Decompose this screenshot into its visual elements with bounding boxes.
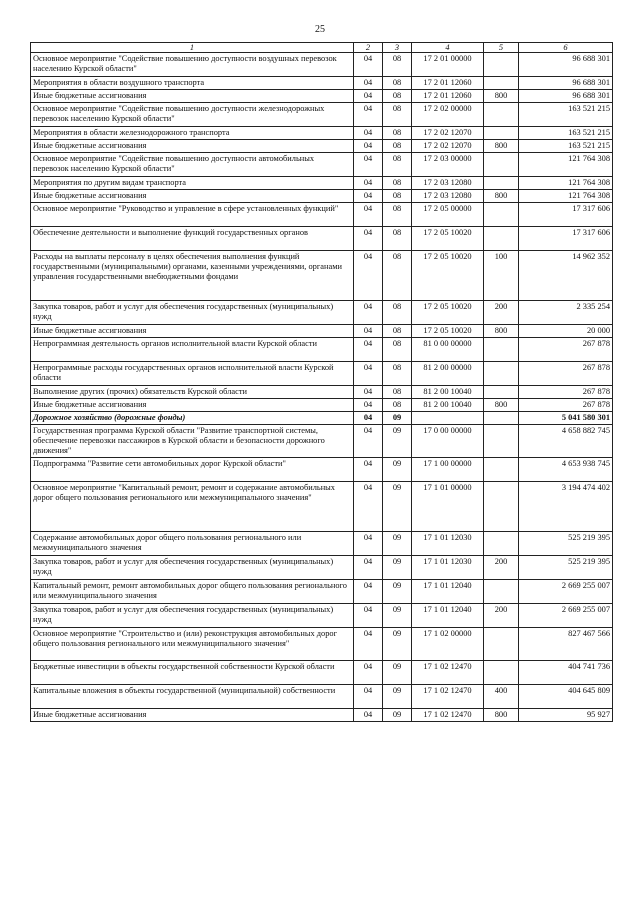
- table-row: [31, 103, 613, 127]
- row-section: 04: [354, 90, 383, 103]
- row-expense-type: [484, 177, 519, 190]
- row-target-article: 17 0 00 00000: [412, 425, 484, 458]
- table-row: [31, 386, 613, 399]
- row-name: Капитальные вложения в объекты государственной (муниципальной) собственности: [31, 685, 354, 709]
- row-name: Основное мероприятие "Содействие повышению доступности железнодорожных перевозок населению Курской области": [31, 103, 354, 127]
- row-subsection: 08: [383, 190, 412, 203]
- row-section: 04: [354, 399, 383, 412]
- row-expense-type: [484, 153, 519, 177]
- row-amount: 17 317 606: [519, 203, 613, 227]
- row-name: Расходы на выплаты персоналу в целях обеспечения выполнения функций государственными (муниципальными) органами, казенными учреждениями, органами управления государственными внебюджетными фондами: [31, 251, 354, 301]
- row-name: Основное мероприятие "Капитальный ремонт, ремонт и содержание автомобильных дорог общего пользования регионального или межмуниципального значения": [31, 482, 354, 532]
- row-subsection: 09: [383, 604, 412, 628]
- header-col-4: 4: [412, 43, 484, 53]
- row-expense-type: [484, 425, 519, 458]
- table-row: [31, 482, 613, 532]
- row-name: Государственная программа Курской области "Развитие транспортной системы, обеспечение перевозки пассажиров в Курской области и безопасности дорожного движения": [31, 425, 354, 458]
- row-expense-type: 800: [484, 399, 519, 412]
- row-name: Закупка товаров, работ и услуг для обеспечения государственных (муниципальных) нужд: [31, 604, 354, 628]
- row-name: Иные бюджетные ассигнования: [31, 140, 354, 153]
- row-section: 04: [354, 386, 383, 399]
- table-row: [31, 301, 613, 325]
- row-expense-type: [484, 386, 519, 399]
- table-row: [31, 399, 613, 412]
- row-name: Иные бюджетные ассигнования: [31, 709, 354, 722]
- row-target-article: 17 2 05 10020: [412, 227, 484, 251]
- row-target-article: 17 1 02 12470: [412, 685, 484, 709]
- row-amount: 4 653 938 745: [519, 458, 613, 482]
- row-target-article: 17 1 02 12470: [412, 661, 484, 685]
- row-target-article: 17 2 01 12060: [412, 90, 484, 103]
- row-amount: 17 317 606: [519, 227, 613, 251]
- row-subsection: 08: [383, 203, 412, 227]
- row-expense-type: [484, 482, 519, 532]
- row-subsection: 08: [383, 386, 412, 399]
- table-row: [31, 709, 613, 722]
- row-target-article: 17 2 01 12060: [412, 77, 484, 90]
- row-section: 04: [354, 127, 383, 140]
- row-amount: 267 878: [519, 338, 613, 362]
- row-expense-type: 200: [484, 556, 519, 580]
- row-section: 04: [354, 661, 383, 685]
- row-amount: 2 669 255 007: [519, 604, 613, 628]
- row-expense-type: [484, 532, 519, 556]
- row-subsection: 09: [383, 709, 412, 722]
- row-expense-type: 800: [484, 709, 519, 722]
- row-target-article: 17 2 02 12070: [412, 140, 484, 153]
- row-name: Закупка товаров, работ и услуг для обеспечения государственных (муниципальных) нужд: [31, 556, 354, 580]
- row-target-article: 17 1 01 12040: [412, 580, 484, 604]
- table-row: [31, 338, 613, 362]
- row-amount: 267 878: [519, 362, 613, 386]
- row-amount: 525 219 395: [519, 532, 613, 556]
- row-amount: 827 467 566: [519, 628, 613, 661]
- table-row: [31, 425, 613, 458]
- table-row: [31, 53, 613, 77]
- row-name: Иные бюджетные ассигнования: [31, 325, 354, 338]
- row-subsection: 08: [383, 325, 412, 338]
- row-expense-type: [484, 103, 519, 127]
- row-section: 04: [354, 458, 383, 482]
- header-col-3: 3: [383, 43, 412, 53]
- row-target-article: 17 2 05 10020: [412, 251, 484, 301]
- row-subsection: 09: [383, 628, 412, 661]
- row-subsection: 08: [383, 251, 412, 301]
- row-name: Основное мероприятие "Строительство и (или) реконструкция автомобильных дорог общего пользования регионального или межмуниципального значения": [31, 628, 354, 661]
- row-section: 04: [354, 153, 383, 177]
- row-subsection: 08: [383, 153, 412, 177]
- row-name: Иные бюджетные ассигнования: [31, 399, 354, 412]
- row-name: Выполнение других (прочих) обязательств Курской области: [31, 386, 354, 399]
- row-amount: 163 521 215: [519, 103, 613, 127]
- table-row: [31, 661, 613, 685]
- header-col-5: 5: [484, 43, 519, 53]
- row-target-article: 17 2 05 10020: [412, 325, 484, 338]
- table-row: [31, 127, 613, 140]
- table-row: [31, 685, 613, 709]
- row-section: 04: [354, 140, 383, 153]
- row-amount: 267 878: [519, 399, 613, 412]
- row-section: 04: [354, 482, 383, 532]
- row-subsection: 08: [383, 362, 412, 386]
- row-name: Дорожное хозяйство (дорожные фонды): [31, 412, 354, 425]
- row-target-article: 17 2 03 12080: [412, 177, 484, 190]
- row-subsection: 08: [383, 177, 412, 190]
- table-row: [31, 227, 613, 251]
- row-subsection: 09: [383, 685, 412, 709]
- row-amount: 2 669 255 007: [519, 580, 613, 604]
- row-amount: 96 688 301: [519, 90, 613, 103]
- table-row: [31, 77, 613, 90]
- row-subsection: 08: [383, 140, 412, 153]
- row-expense-type: [484, 362, 519, 386]
- row-section: 04: [354, 190, 383, 203]
- row-name: Мероприятия в области воздушного транспорта: [31, 77, 354, 90]
- table-row: [31, 153, 613, 177]
- row-amount: 14 962 352: [519, 251, 613, 301]
- row-section: 04: [354, 103, 383, 127]
- row-target-article: 81 2 00 10040: [412, 399, 484, 412]
- row-expense-type: 100: [484, 251, 519, 301]
- row-amount: 267 878: [519, 386, 613, 399]
- row-expense-type: [484, 661, 519, 685]
- row-subsection: 08: [383, 53, 412, 77]
- row-target-article: 17 1 02 00000: [412, 628, 484, 661]
- row-amount: 5 041 580 301: [519, 412, 613, 425]
- row-expense-type: 800: [484, 325, 519, 338]
- row-amount: 163 521 215: [519, 140, 613, 153]
- row-section: 04: [354, 425, 383, 458]
- row-subsection: 09: [383, 661, 412, 685]
- row-amount: 4 658 882 745: [519, 425, 613, 458]
- table-row: [31, 90, 613, 103]
- row-subsection: 08: [383, 77, 412, 90]
- row-section: 04: [354, 77, 383, 90]
- row-section: 04: [354, 227, 383, 251]
- row-amount: 3 194 474 402: [519, 482, 613, 532]
- row-section: 04: [354, 628, 383, 661]
- row-subsection: 08: [383, 399, 412, 412]
- row-expense-type: 800: [484, 90, 519, 103]
- row-subsection: 09: [383, 458, 412, 482]
- row-expense-type: [484, 203, 519, 227]
- row-target-article: 17 2 02 12070: [412, 127, 484, 140]
- table-row: [31, 458, 613, 482]
- row-target-article: 17 1 02 12470: [412, 709, 484, 722]
- row-expense-type: 800: [484, 140, 519, 153]
- row-expense-type: 800: [484, 190, 519, 203]
- row-name: Капитальный ремонт, ремонт автомобильных дорог общего пользования регионального или межмуниципального значения: [31, 580, 354, 604]
- row-amount: 404 741 736: [519, 661, 613, 685]
- row-amount: 404 645 809: [519, 685, 613, 709]
- row-subsection: 08: [383, 338, 412, 362]
- table-header-row: [31, 43, 613, 53]
- row-expense-type: [484, 53, 519, 77]
- row-subsection: 08: [383, 90, 412, 103]
- row-subsection: 09: [383, 556, 412, 580]
- row-amount: 121 764 308: [519, 153, 613, 177]
- row-name: Мероприятия по другим видам транспорта: [31, 177, 354, 190]
- row-amount: 163 521 215: [519, 127, 613, 140]
- table-row: [31, 325, 613, 338]
- table-row: [31, 362, 613, 386]
- row-amount: 96 688 301: [519, 53, 613, 77]
- budget-table: [30, 42, 613, 722]
- row-amount: 121 764 308: [519, 177, 613, 190]
- header-col-1: 1: [31, 43, 354, 53]
- row-expense-type: 200: [484, 604, 519, 628]
- row-expense-type: [484, 458, 519, 482]
- table-row: [31, 628, 613, 661]
- row-target-article: 81 0 00 00000: [412, 338, 484, 362]
- row-expense-type: 400: [484, 685, 519, 709]
- row-name: Содержание автомобильных дорог общего пользования регионального или межмуниципального значения: [31, 532, 354, 556]
- row-section: 04: [354, 338, 383, 362]
- row-expense-type: [484, 227, 519, 251]
- row-expense-type: [484, 338, 519, 362]
- row-target-article: 17 2 02 00000: [412, 103, 484, 127]
- row-expense-type: [484, 77, 519, 90]
- row-section: 04: [354, 251, 383, 301]
- table-row: [31, 140, 613, 153]
- row-target-article: 81 2 00 10040: [412, 386, 484, 399]
- row-target-article: 17 1 01 12040: [412, 604, 484, 628]
- row-subsection: 08: [383, 301, 412, 325]
- row-section: 04: [354, 177, 383, 190]
- table-row: [31, 177, 613, 190]
- row-target-article: 17 2 03 00000: [412, 153, 484, 177]
- table-row: [31, 604, 613, 628]
- row-section: 04: [354, 709, 383, 722]
- row-expense-type: [484, 580, 519, 604]
- row-section: 04: [354, 556, 383, 580]
- row-amount: 525 219 395: [519, 556, 613, 580]
- row-subsection: 09: [383, 425, 412, 458]
- row-expense-type: [484, 628, 519, 661]
- row-subsection: 09: [383, 580, 412, 604]
- row-section: 04: [354, 532, 383, 556]
- table-row: [31, 412, 613, 425]
- table-row: [31, 580, 613, 604]
- row-target-article: 17 2 05 10020: [412, 301, 484, 325]
- row-name: Непрограммная деятельность органов исполнительной власти Курской области: [31, 338, 354, 362]
- row-name: Непрограммные расходы государственных органов исполнительной власти Курской области: [31, 362, 354, 386]
- row-section: 04: [354, 685, 383, 709]
- table-row: [31, 251, 613, 301]
- row-name: Иные бюджетные ассигнования: [31, 90, 354, 103]
- row-target-article: 81 2 00 00000: [412, 362, 484, 386]
- row-amount: 96 688 301: [519, 77, 613, 90]
- row-name: Подпрограмма "Развитие сети автомобильных дорог Курской области": [31, 458, 354, 482]
- row-target-article: 17 2 01 00000: [412, 53, 484, 77]
- row-expense-type: [484, 412, 519, 425]
- row-target-article: 17 2 03 12080: [412, 190, 484, 203]
- row-subsection: 08: [383, 127, 412, 140]
- row-section: 04: [354, 412, 383, 425]
- row-amount: 95 927: [519, 709, 613, 722]
- row-name: Основное мероприятие "Содействие повышению доступности воздушных перевозок населению Курской области": [31, 53, 354, 77]
- row-name: Иные бюджетные ассигнования: [31, 190, 354, 203]
- row-subsection: 09: [383, 412, 412, 425]
- row-subsection: 08: [383, 227, 412, 251]
- row-section: 04: [354, 53, 383, 77]
- row-name: Мероприятия в области железнодорожного транспорта: [31, 127, 354, 140]
- row-subsection: 09: [383, 482, 412, 532]
- row-section: 04: [354, 301, 383, 325]
- row-name: Основное мероприятие "Руководство и управление в сфере установленных функций": [31, 203, 354, 227]
- header-col-2: 2: [354, 43, 383, 53]
- row-section: 04: [354, 362, 383, 386]
- table-row: [31, 532, 613, 556]
- row-target-article: 17 1 01 12030: [412, 532, 484, 556]
- row-expense-type: 200: [484, 301, 519, 325]
- row-target-article: 17 1 01 00000: [412, 482, 484, 532]
- row-section: 04: [354, 325, 383, 338]
- row-name: Бюджетные инвестиции в объекты государственной собственности Курской области: [31, 661, 354, 685]
- row-section: 04: [354, 203, 383, 227]
- row-amount: 2 335 254: [519, 301, 613, 325]
- row-name: Закупка товаров, работ и услуг для обеспечения государственных (муниципальных) нужд: [31, 301, 354, 325]
- row-target-article: [412, 412, 484, 425]
- row-amount: 121 764 308: [519, 190, 613, 203]
- header-col-6: 6: [519, 43, 613, 53]
- table-body: [31, 53, 613, 722]
- row-expense-type: [484, 127, 519, 140]
- row-name: Основное мероприятие "Содействие повышению доступности автомобильных перевозок населению Курской области": [31, 153, 354, 177]
- row-section: 04: [354, 604, 383, 628]
- row-target-article: 17 2 05 00000: [412, 203, 484, 227]
- table-row: [31, 190, 613, 203]
- row-name: Обеспечение деятельности и выполнение функций государственных органов: [31, 227, 354, 251]
- row-amount: 20 000: [519, 325, 613, 338]
- row-target-article: 17 1 00 00000: [412, 458, 484, 482]
- row-subsection: 08: [383, 103, 412, 127]
- row-subsection: 09: [383, 532, 412, 556]
- table-row: [31, 556, 613, 580]
- table-row: [31, 203, 613, 227]
- page-number: 25: [315, 24, 325, 35]
- row-target-article: 17 1 01 12030: [412, 556, 484, 580]
- row-section: 04: [354, 580, 383, 604]
